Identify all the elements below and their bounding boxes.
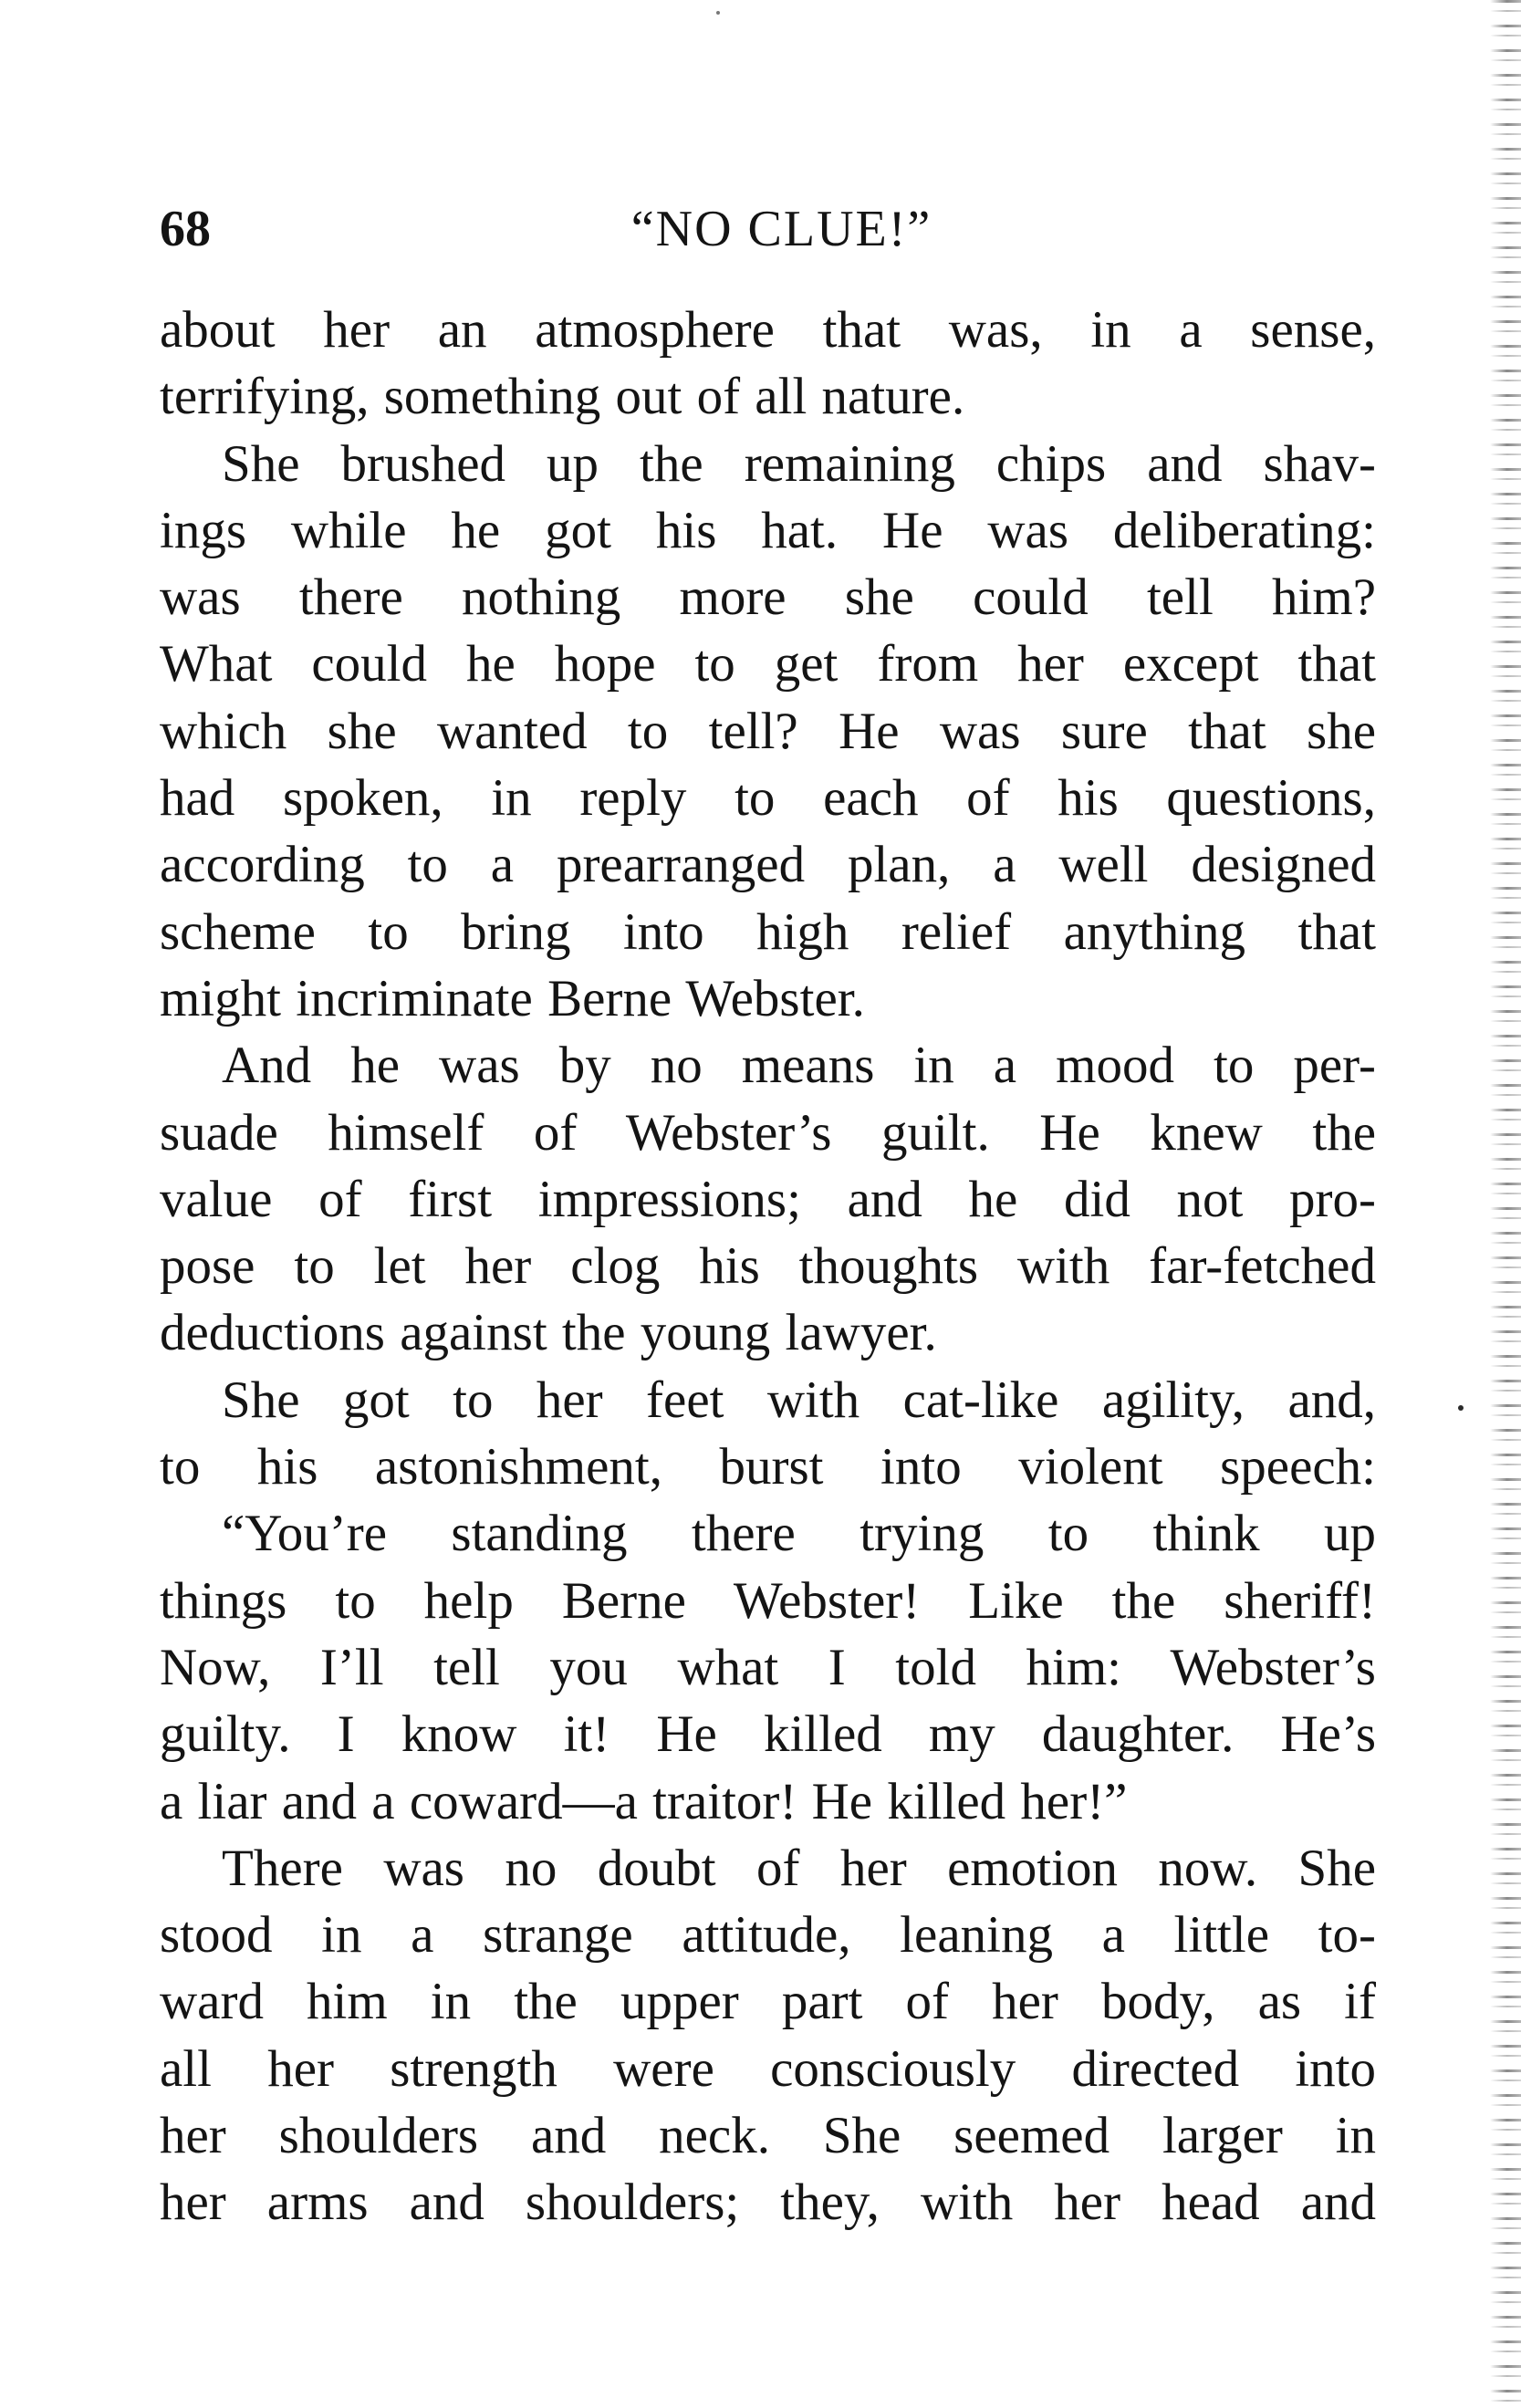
text-line: was there nothing more she could tell him?: [160, 568, 1376, 627]
text-line: her shoulders and neck. She seemed larger in: [160, 2107, 1376, 2165]
text-line: her arms and shoulders; they, with her head and: [160, 2173, 1376, 2232]
text-line: a liar and a coward—a traitor! He killed her!”: [160, 1772, 1128, 1830]
text-line: to his astonishment, burst into violent speech:: [160, 1438, 1376, 1496]
page-number: 68: [160, 201, 211, 257]
text-line: might incriminate Berne Webster.: [160, 969, 865, 1027]
text-line: ings while he got his hat. He was deliberating:: [160, 501, 1376, 559]
text-line: according to a prearranged plan, a well designed: [160, 836, 1376, 894]
text-line: all her strength were consciously directed into: [160, 2039, 1376, 2098]
page-binding-edge: [1490, 0, 1521, 2408]
paragraph-first-line: There was no doubt of her emotion now. She: [222, 1839, 1376, 1897]
speck-mark: [716, 11, 720, 15]
text-line: deductions against the young lawyer.: [160, 1304, 937, 1362]
text-line: about her an atmosphere that was, in a sense,: [160, 301, 1376, 359]
text-line: guilty. I know it! He killed my daughter. He’s: [160, 1705, 1376, 1764]
text-line: ward him in the upper part of her body, as if: [160, 1973, 1376, 2031]
text-line: Now, I’ll tell you what I told him: Webster’s: [160, 1638, 1376, 1696]
body-text: [160, 297, 1376, 2236]
paragraph-first-line: She got to her feet with cat-like agility, and,: [222, 1371, 1376, 1429]
paragraph-first-line: And he was by no means in a mood to per-: [222, 1037, 1376, 1095]
text-line: value of first impressions; and he did not pro-: [160, 1170, 1376, 1228]
text-line: things to help Berne Webster! Like the sheriff!: [160, 1571, 1376, 1630]
text-line: pose to let her clog his thoughts with far-fetched: [160, 1237, 1376, 1296]
text-line: suade himself of Webster’s guilt. He knew the: [160, 1103, 1376, 1162]
paragraph-first-line: She brushed up the remaining chips and shav-: [222, 434, 1376, 493]
text-line: What could he hope to get from her except that: [160, 635, 1376, 693]
text-line: had spoken, in reply to each of his questions,: [160, 769, 1376, 828]
text-line: which she wanted to tell? He was sure that she: [160, 702, 1376, 760]
text-line: stood in a strange attitude, leaning a little to-: [160, 1906, 1376, 1965]
text-line: terrifying, something out of all nature.: [160, 368, 965, 426]
text-line: scheme to bring into high relief anything that: [160, 902, 1376, 961]
paragraph-first-line: “You’re standing there trying to think up: [222, 1505, 1376, 1563]
running-head: [160, 196, 1376, 262]
speck-mark: [1458, 1405, 1464, 1411]
chapter-title: “NO CLUE!”: [630, 201, 932, 257]
